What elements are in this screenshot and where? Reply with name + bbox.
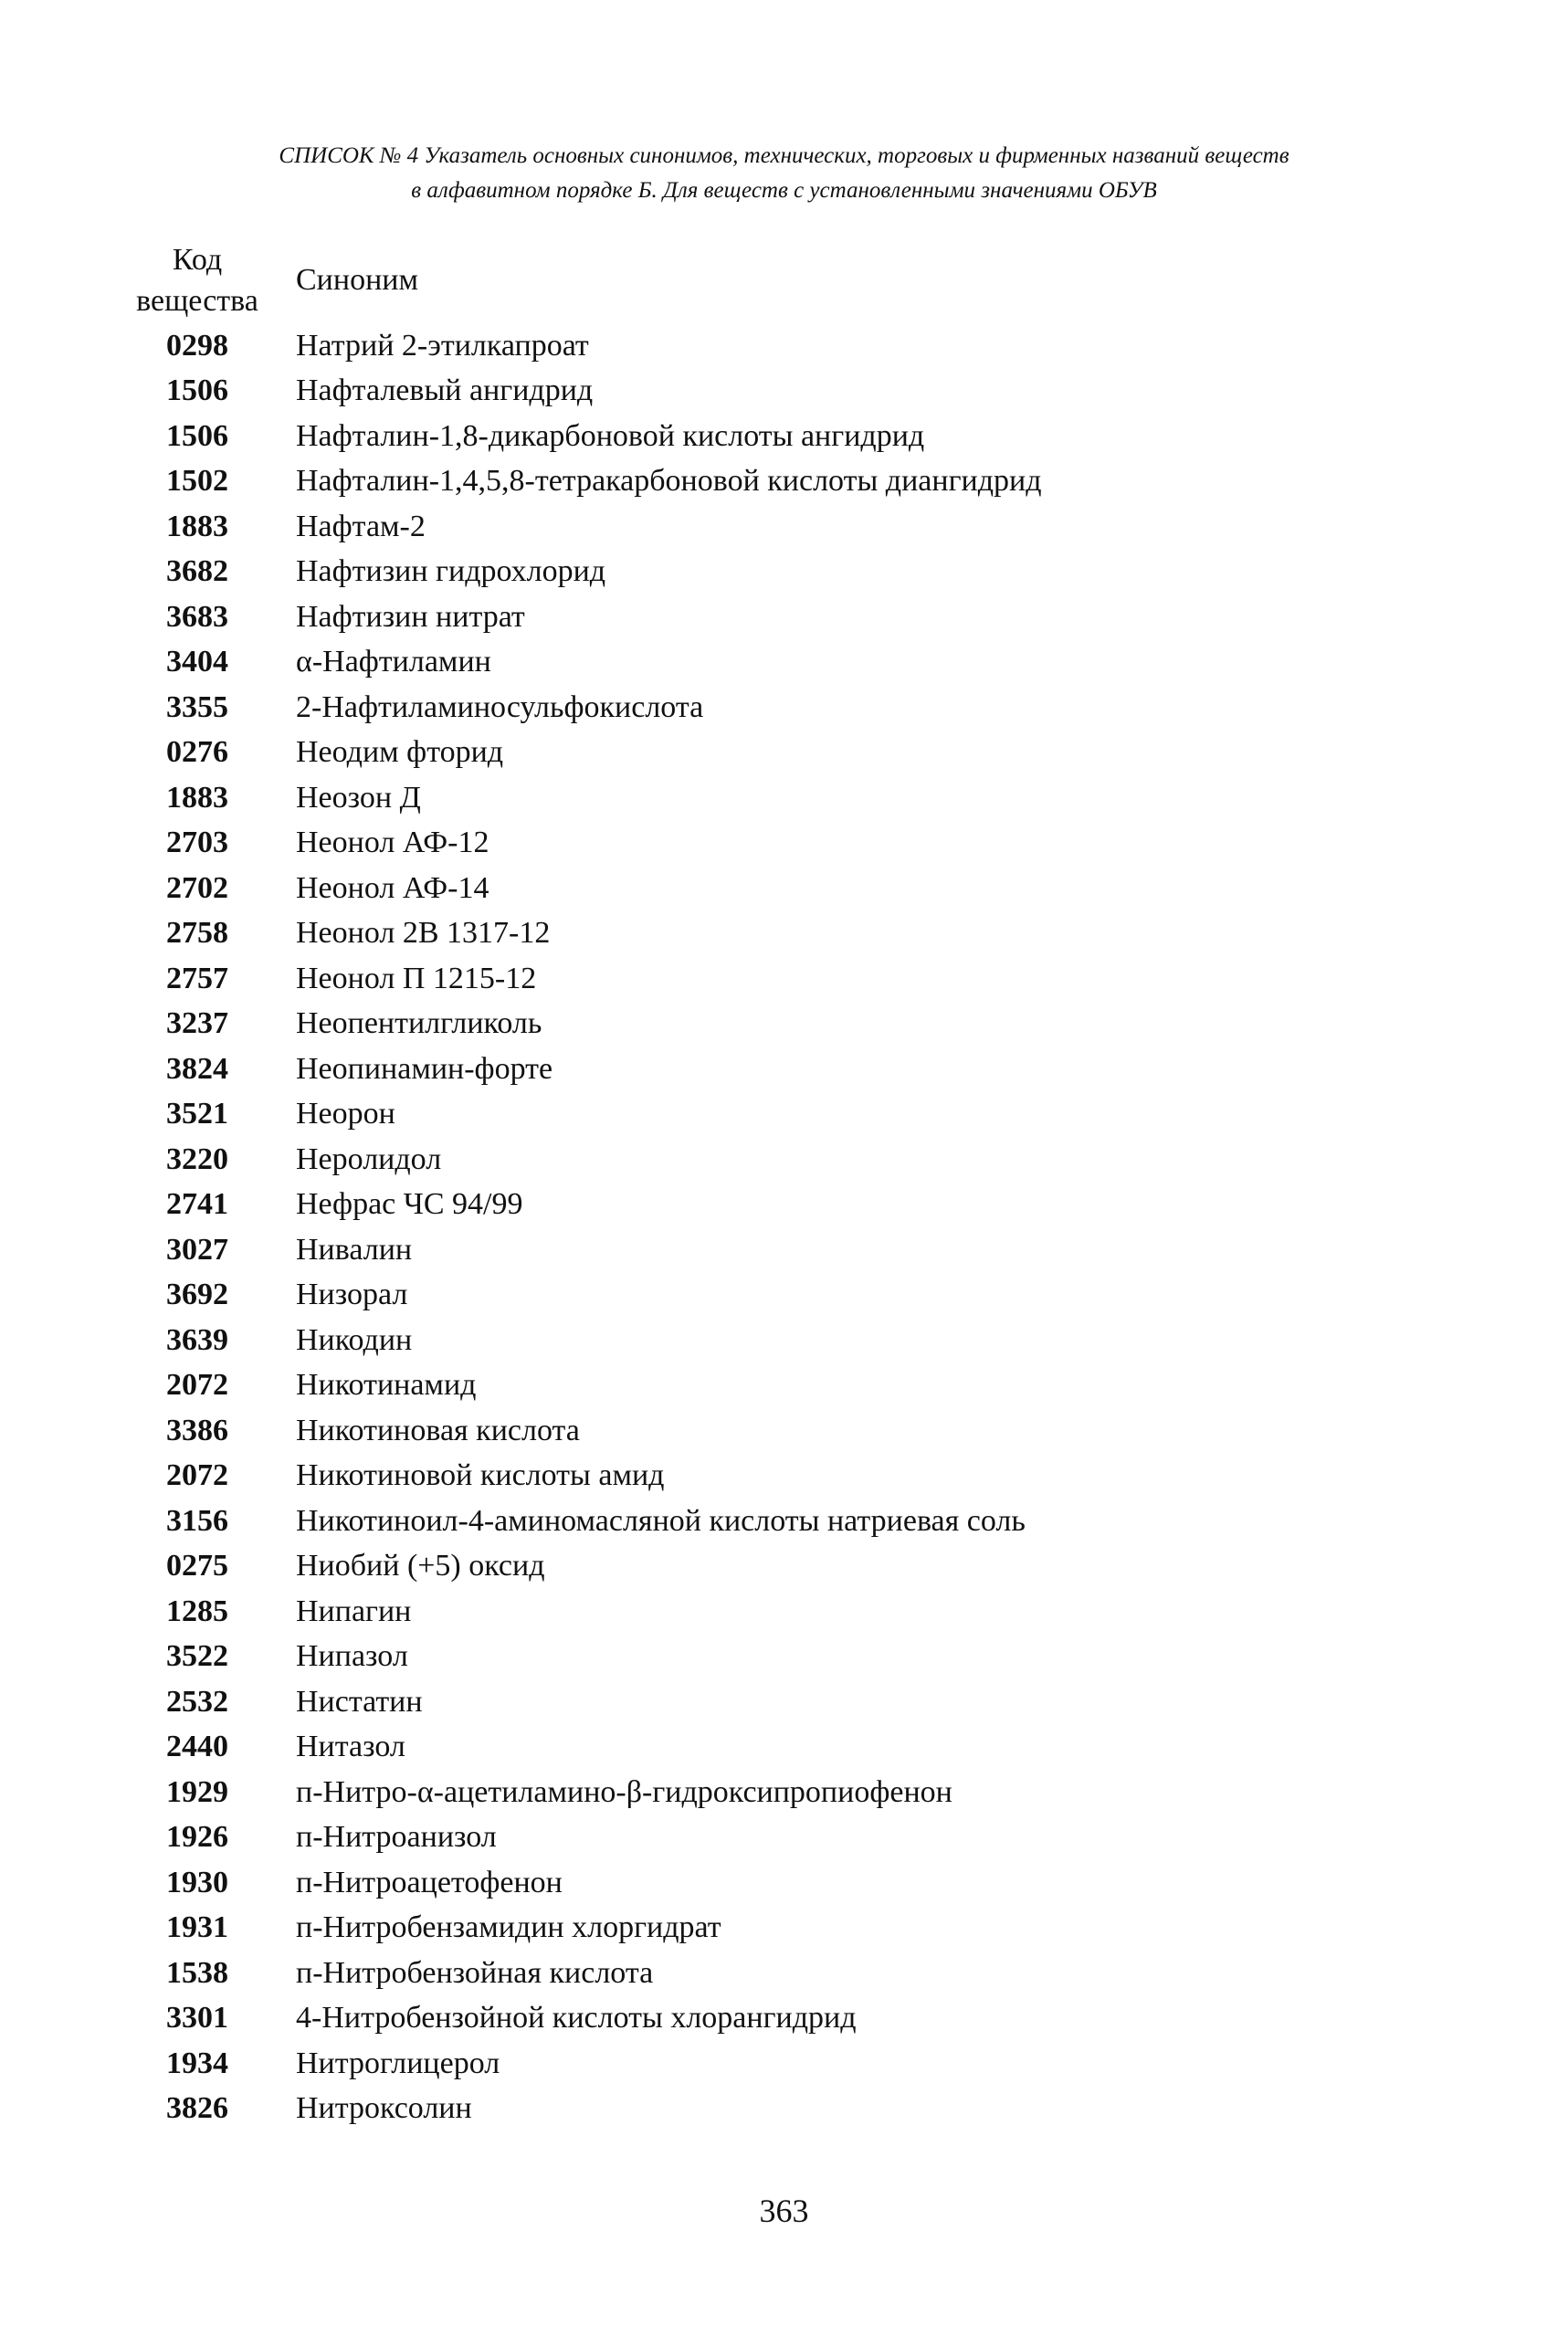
substance-code: 3639 xyxy=(166,1322,228,1357)
table-row xyxy=(119,1137,1443,1183)
synonym-name: п-Нитроанизол xyxy=(296,1820,497,1855)
table-row xyxy=(119,369,1443,415)
table-row xyxy=(119,1002,1443,1047)
synonym-name: Никотиновой кислоты амид xyxy=(296,1458,665,1493)
substance-code: 1506 xyxy=(166,418,228,453)
table-row xyxy=(119,1996,1443,2042)
table-row xyxy=(119,1454,1443,1499)
table-row xyxy=(119,323,1443,369)
substance-code: 3237 xyxy=(166,1006,228,1041)
page-header xyxy=(0,139,1568,208)
substance-code: 3682 xyxy=(166,554,228,589)
synonym-name: Никотиноил-4-аминомасляной кислоты натриевая соль xyxy=(296,1503,1026,1538)
table-row xyxy=(119,1815,1443,1861)
table-row xyxy=(119,1589,1443,1635)
substance-code: 3683 xyxy=(166,599,228,634)
table-row xyxy=(119,459,1443,505)
table-row xyxy=(119,1860,1443,1906)
substance-code: 2072 xyxy=(166,1368,228,1403)
substance-code: 1883 xyxy=(166,780,228,815)
table-row xyxy=(119,504,1443,550)
table-row xyxy=(119,1273,1443,1319)
synonym-name: Неонол АФ-12 xyxy=(296,826,489,860)
substance-code: 1930 xyxy=(166,1865,228,1899)
substance-code: 0275 xyxy=(166,1549,228,1583)
synonym-name: Нистатин xyxy=(296,1684,423,1719)
substance-code: 3156 xyxy=(166,1503,228,1538)
column-headers xyxy=(119,239,1397,323)
synonym-name: Нафталин-1,8-дикарбоновой кислоты ангидрид xyxy=(296,418,925,453)
substance-code: 3027 xyxy=(166,1232,228,1267)
table-row xyxy=(119,594,1443,640)
code-header-line-2: вещества xyxy=(136,284,258,318)
substance-code: 2703 xyxy=(166,826,228,860)
table-row xyxy=(119,956,1443,1002)
table-row xyxy=(119,1363,1443,1409)
substance-code: 3355 xyxy=(166,689,228,724)
code-header-line-1: Код xyxy=(172,243,223,277)
synonym-name: Никотинамид xyxy=(296,1368,477,1403)
table-row xyxy=(119,1679,1443,1725)
table-row xyxy=(119,1227,1443,1273)
synonym-name: Нефрас ЧС 94/99 xyxy=(296,1187,523,1222)
substance-code: 0276 xyxy=(166,735,228,770)
header-line-1: СПИСОК № 4 Указатель основных синонимов, технических, торговых и фирменных названий веществ xyxy=(279,143,1289,168)
synonym-name: Нафтизин гидрохлорид xyxy=(296,554,606,589)
table-row xyxy=(119,1499,1443,1544)
table-row xyxy=(119,1770,1443,1815)
table-row xyxy=(119,731,1443,776)
substance-code: 1926 xyxy=(166,1820,228,1855)
substance-code: 1506 xyxy=(166,373,228,408)
substance-code: 2757 xyxy=(166,961,228,995)
synonym-name: Неопентилгликоль xyxy=(296,1006,542,1041)
synonym-name: Нафталевый ангидрид xyxy=(296,373,594,408)
table-row xyxy=(119,640,1443,686)
table-row xyxy=(119,1951,1443,1996)
substance-code: 2702 xyxy=(166,870,228,905)
code-column-header xyxy=(119,239,276,321)
substance-code: 1929 xyxy=(166,1774,228,1809)
table-row xyxy=(119,2041,1443,2087)
synonym-name: п-Нитробензамидин хлоргидрат xyxy=(296,1910,721,1945)
table-row xyxy=(119,866,1443,911)
table-row xyxy=(119,1906,1443,1952)
synonym-name: п-Нитро-α-ацетиламино-β-гидроксипропиофенон xyxy=(296,1774,952,1809)
substance-code: 1883 xyxy=(166,509,228,543)
substance-code: 3301 xyxy=(166,2001,228,2036)
substance-code: 2758 xyxy=(166,916,228,951)
table-row xyxy=(119,1725,1443,1771)
header-line-2: в алфавитном порядке Б. Для веществ с установленными значениями ОБУВ xyxy=(411,178,1157,203)
table-row xyxy=(119,1318,1443,1363)
substance-code: 3522 xyxy=(166,1639,228,1674)
table-row xyxy=(119,1047,1443,1092)
synonym-name: 4-Нитробензойной кислоты хлорангидрид xyxy=(296,2001,857,2036)
substance-code: 1934 xyxy=(166,2046,228,2080)
substance-code: 3521 xyxy=(166,1097,228,1131)
synonym-name: Никотиновая кислота xyxy=(296,1413,580,1447)
substance-code: 3826 xyxy=(166,2091,228,2126)
substance-code: 1538 xyxy=(166,1955,228,1990)
synonym-name: Неозон Д xyxy=(296,780,421,815)
synonym-name: Нитазол xyxy=(296,1730,405,1764)
table-row xyxy=(119,821,1443,867)
substance-code: 2532 xyxy=(166,1684,228,1719)
synonym-name: Нивалин xyxy=(296,1232,413,1267)
substance-code: 3220 xyxy=(166,1141,228,1176)
synonym-name: Неопинамин-форте xyxy=(296,1051,553,1086)
synonym-name: Нафтизин нитрат xyxy=(296,599,525,634)
synonym-name: Нипагин xyxy=(296,1594,412,1628)
synonym-name: Неонол 2В 1317-12 xyxy=(296,916,551,951)
table-row xyxy=(119,775,1443,821)
synonym-name: Неонол АФ-14 xyxy=(296,870,489,905)
substance-code: 1931 xyxy=(166,1910,228,1945)
synonym-name: Нитроглицерол xyxy=(296,2046,500,2080)
synonym-name: Неодим фторид xyxy=(296,735,504,770)
table-row xyxy=(119,1635,1443,1680)
substance-code: 2072 xyxy=(166,1458,228,1493)
table-row xyxy=(119,1544,1443,1590)
substance-code: 3386 xyxy=(166,1413,228,1447)
table-row xyxy=(119,550,1443,595)
synonym-name: Ниобий (+5) оксид xyxy=(296,1549,545,1583)
synonym-table xyxy=(119,323,1443,2131)
synonym-name: Низорал xyxy=(296,1278,408,1312)
synonym-name: Нафтам-2 xyxy=(296,509,426,543)
synonym-name: Нафталин-1,4,5,8-тетракарбоновой кислоты диангидрид xyxy=(296,464,1042,499)
synonym-name: п-Нитроацетофенон xyxy=(296,1865,563,1899)
table-row xyxy=(119,1092,1443,1138)
substance-code: 1502 xyxy=(166,464,228,499)
substance-code: 3824 xyxy=(166,1051,228,1086)
synonym-name: Никодин xyxy=(296,1322,413,1357)
substance-code: 2440 xyxy=(166,1730,228,1764)
synonym-name: Натрий 2-этилкапроат xyxy=(296,328,589,363)
table-row xyxy=(119,685,1443,731)
synonym-name: Неонол П 1215-12 xyxy=(296,961,537,995)
table-row xyxy=(119,911,1443,957)
synonym-name: α-Нафтиламин xyxy=(296,645,491,679)
synonym-name: п-Нитробензойная кислота xyxy=(296,1955,654,1990)
table-row xyxy=(119,414,1443,459)
substance-code: 0298 xyxy=(166,328,228,363)
substance-code: 1285 xyxy=(166,1594,228,1628)
substance-code: 3692 xyxy=(166,1278,228,1312)
synonym-column-header: Синоним xyxy=(296,263,418,297)
table-row xyxy=(119,1183,1443,1228)
substance-code: 2741 xyxy=(166,1187,228,1222)
substance-code: 3404 xyxy=(166,645,228,679)
synonym-name: Нитроксолин xyxy=(296,2091,472,2126)
synonym-name: 2-Нафтиламиносульфокислота xyxy=(296,689,704,724)
table-row xyxy=(119,2087,1443,2132)
synonym-name: Неорон xyxy=(296,1097,395,1131)
table-row xyxy=(119,1408,1443,1454)
page-number: 363 xyxy=(759,2193,809,2229)
synonym-name: Нипазол xyxy=(296,1639,408,1674)
synonym-name: Неролидол xyxy=(296,1141,442,1176)
